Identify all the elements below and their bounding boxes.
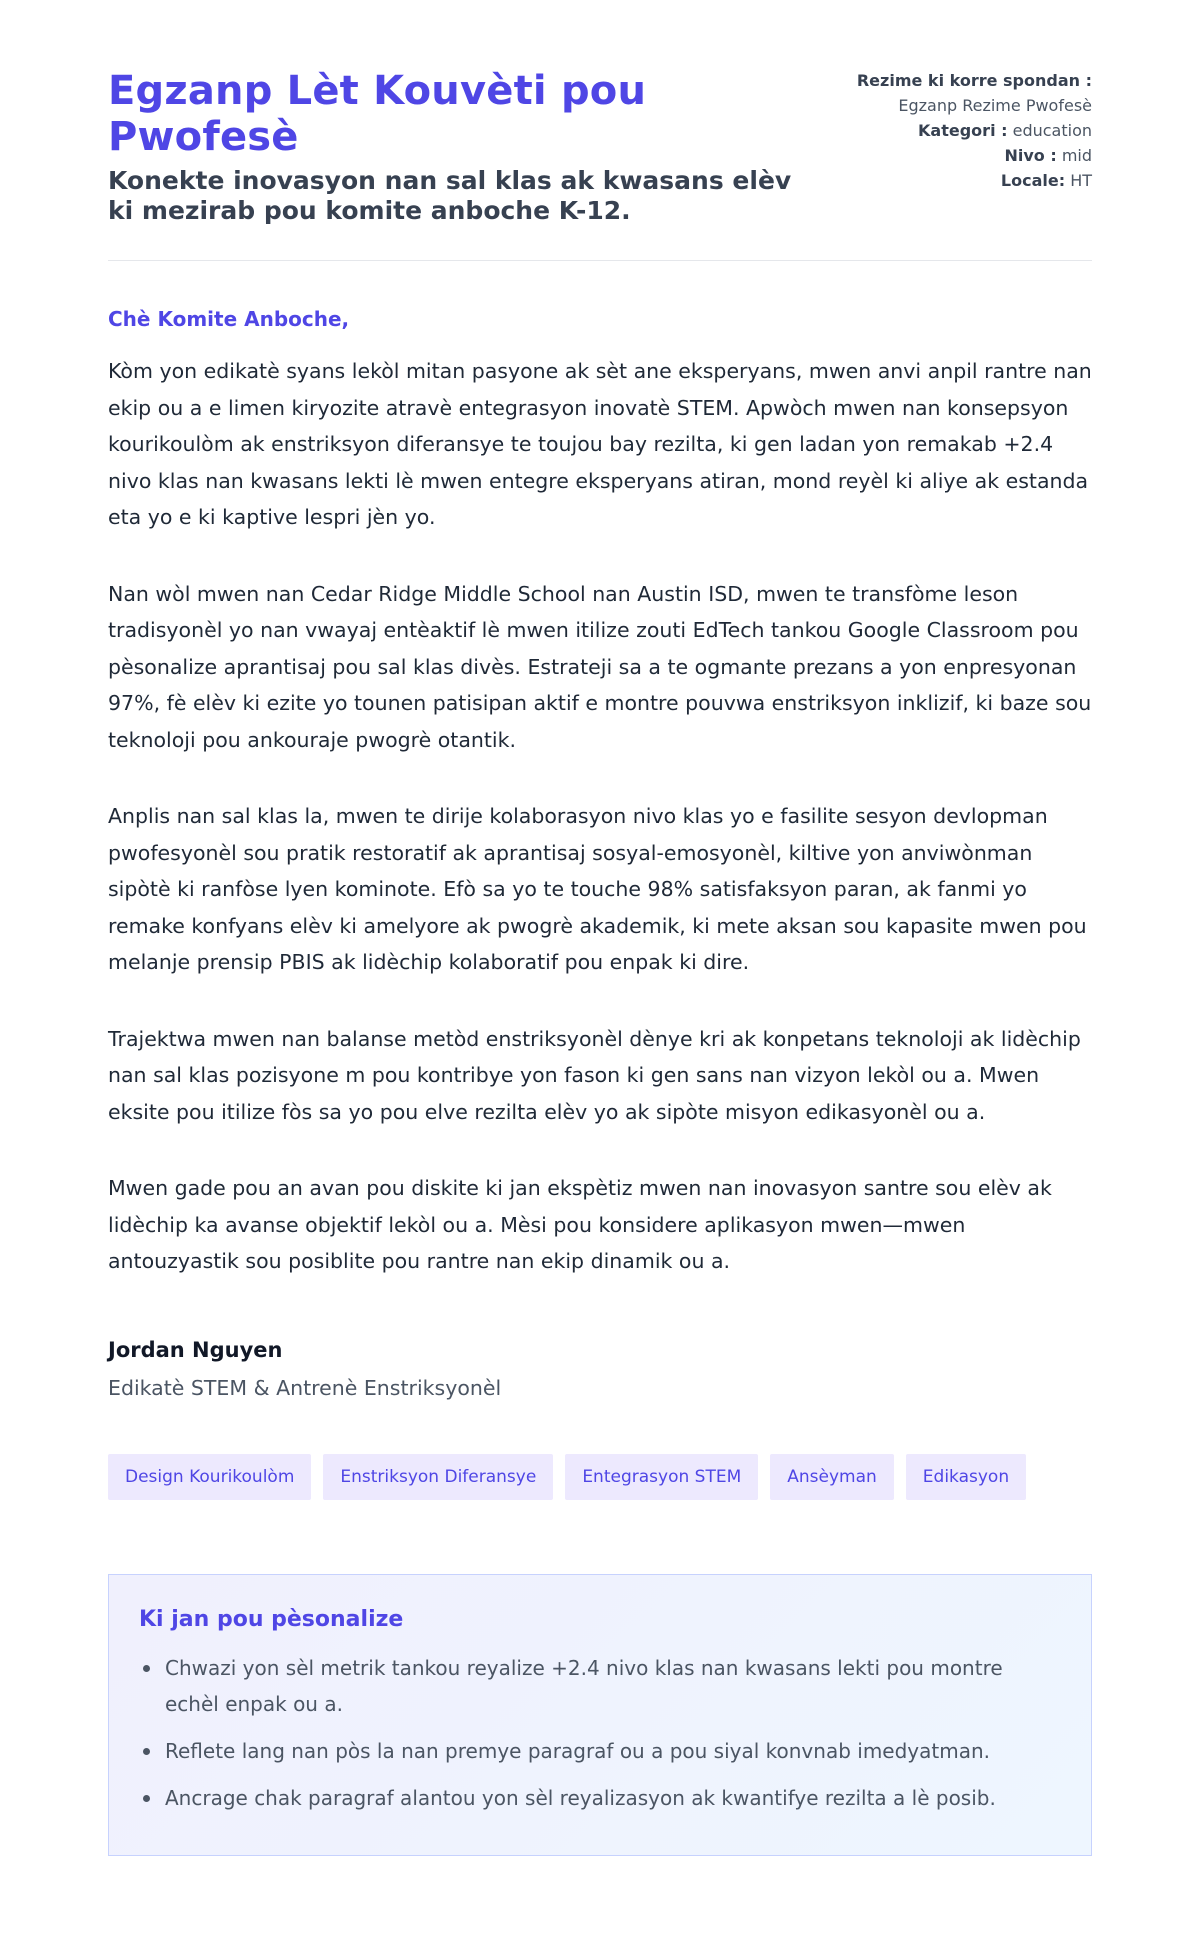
meta-level-label: Nivo : (1004, 146, 1057, 165)
meta-resume (857, 68, 1092, 93)
tips-title: Ki jan pou pèsonalize (139, 1606, 404, 1632)
meta-block (857, 68, 1092, 193)
letter-paragraph: Mwen gade pou an avan pou diskite ki jan ekspètiz mwen nan inovasyon santre sou elèv ak lidèchip ka avanse objektif lekòl ou a. Mèsi pou konsidere aplikasyon mwen—mwen antouzyastik sou posiblite pou rantre nan ekip dinamik ou a. (108, 1176, 1052, 1273)
signature-title: Edikatè STEM & Antrenè Enstriksyonèl (108, 1375, 502, 1400)
letter-body (108, 353, 1092, 1280)
letter-paragraph: Anplis nan sal klas la, mwen te dirije kolaborasyon nivo klas yo e fasilite sesyon devlopman pwofesyonèl sou pratik restoratif ak aprantisaj sosyal-emosyonèl, kiltive yon anviwònman sipòtè ki ranfòse lyen kominote. Efò sa yo te touche 98% satisfaksyon paran, ak fanmi yo remake konfyans elèv ki amelyore ak pwogrè akademik, ki mete aksan sou kapasite mwen pou melanje prensip PBIS ak lidèchip kolaboratif pou enpak ki dire. (108, 804, 1087, 974)
signature-name: Jordan Nguyen (108, 1337, 283, 1362)
meta-resume-label: Rezime ki korre spondan : (856, 71, 1092, 90)
letter-paragraph: Trajektwa mwen nan balanse metòd enstriksyonèl dènye kri ak konpetans teknoloji ak lidèchip nan sal klas pozisyone m pou kontribye yon fason ki gen sans nan vizyon lekòl ou a. Mwen eksite pou itilize fòs sa yo pou elve rezilta elèv yo ak sipòte misyon edikasyonèl ou a. (108, 1026, 1081, 1124)
meta-category-label: Kategori : (918, 121, 1008, 140)
page-subtitle: Konekte inovasyon nan sal klas ak kwasans elèv ki mezirab pou komite anboche K-12. (108, 166, 792, 225)
meta-category (857, 118, 1092, 143)
tag[interactable]: Enstriksyon Diferansye (323, 1454, 553, 1500)
meta-resume-value[interactable]: Egzanp Rezime Pwofesè (898, 96, 1092, 115)
tip-item: Chwazi yon sèl metrik tankou reyalize +2.4 nivo klas nan kwasans lekti pou montre echèl enpak ou a. (139, 1650, 1061, 1722)
tag[interactable]: Design Kourikoulòm (108, 1454, 311, 1500)
salutation: Chè Komite Anboche, (108, 307, 350, 331)
meta-locale (857, 168, 1092, 193)
meta-locale-label: Locale: (1000, 171, 1066, 190)
meta-level (857, 143, 1092, 168)
tips-list (139, 1650, 1061, 1816)
page-title: Egzanp Lèt Kouvèti pou Pwofesè (108, 68, 647, 160)
header (108, 68, 1092, 261)
meta-level-value: mid (1061, 146, 1092, 165)
letter-paragraph: Kòm yon edikatè syans lekòl mitan pasyone ak sèt ane eksperyans, mwen anvi anpil rantre nan ekip ou a e limen kiryozite atravè entegrasyon inovatè STEM. Apwòch mwen nan konsepsyon kourikoulòm ak enstriksyon diferansye te toujou bay rezilta, ki gen ladan yon remakab +2.4 nivo klas nan kwasans lekti lè mwen entegre eksperyans atiran, mond reyèl ki aliye ak estanda eta yo e ki kaptive lespri jèn yo. (108, 359, 1092, 529)
tag[interactable]: Entegrasyon STEM (565, 1454, 758, 1500)
tag-list (108, 1454, 1092, 1500)
tip-item: Ancrage chak paragraf alantou yon sèl reyalizasyon ak kwantifye rezilta a lè posib. (139, 1780, 1061, 1816)
customization-tips-box (108, 1574, 1092, 1856)
header-title-block (108, 68, 798, 226)
meta-locale-value: HT (1070, 171, 1092, 190)
meta-resume-value-row (857, 93, 1092, 118)
meta-category-value: education (1012, 121, 1092, 140)
tag[interactable]: Ansèyman (770, 1454, 894, 1500)
tip-item: Reflete lang nan pòs la nan premye paragraf ou a pou siyal konvnab imedyatman. (139, 1733, 1061, 1769)
letter-paragraph: Nan wòl mwen nan Cedar Ridge Middle School nan Austin ISD, mwen te transfòme leson tradisyonèl yo nan vwayaj entèaktif lè mwen itilize zouti EdTech tankou Google Classroom pou pèsonalize aprantisaj pou sal klas divès. Estrateji sa a te ogmante prezans a yon enpresyonan 97%, fè elèv ki ezite yo tounen patisipan aktif e montre pouvwa enstriksyon inklizif, ki baze sou teknoloji pou ankouraje pwogrè otantik. (108, 581, 1092, 752)
tag[interactable]: Edikasyon (906, 1454, 1026, 1500)
